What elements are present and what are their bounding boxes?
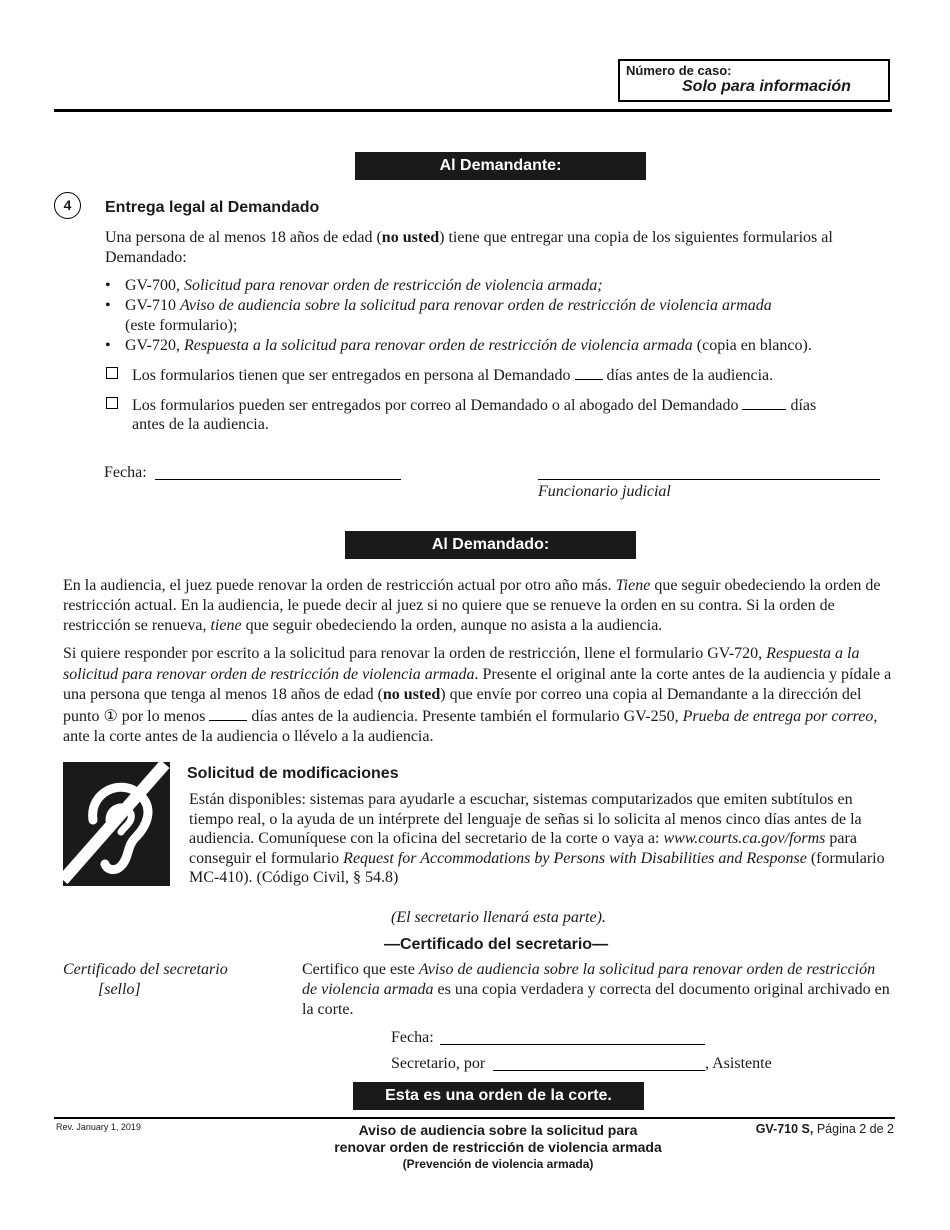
date-label: Fecha: — [104, 464, 147, 481]
clerk-by-label: Secretario, por — [391, 1055, 486, 1072]
courts-url: www.courts.ca.gov/forms — [663, 830, 826, 847]
defendant-paragraph-1: En la audiencia, el juez puede renovar la orden de restricción actual por otro año más. Tiene que seguir obedeciendo la orden de restricción actual. En la audiencia, le puede decir al juez si no quiere que se renueve la orden en su contra. Si la orden de restricción se renueva, tiene que seguir obedeciendo la orden, aunque no asista a la audiencia. — [63, 577, 881, 634]
date-field[interactable] — [155, 479, 401, 480]
item-1-reference: ① — [103, 707, 118, 725]
header-rule — [54, 109, 892, 112]
case-number-label: Número de caso: — [626, 63, 732, 78]
defendant-paragraph-2: Si quiere responder por escrito a la solicitud para renovar la orden de restricción, llene el formulario GV-720, Respuesta a la solicitud para renovar orden de restricción de violencia armada. Presente el original ante la corte antes de la audiencia y pídale a una persona que tenga al menos 18 años de edad (no usted) que envíe por correo una copia al Demandante a la dirección del punto ① por lo menos días antes de la audiencia. Presente también el formulario GV-250, Prueba de entrega por correo, ante la corte antes de la audiencia o llévelo a la audiencia. — [63, 645, 892, 745]
days-blank[interactable] — [209, 706, 247, 721]
clerk-date-label: Fecha: — [391, 1029, 434, 1046]
official-signature-line[interactable] — [538, 479, 880, 480]
days-blank[interactable] — [742, 395, 786, 410]
revision-date: Rev. January 1, 2019 — [56, 1122, 141, 1132]
section-title: Entrega legal al Demandado — [105, 199, 320, 216]
official-label: Funcionario judicial — [538, 483, 671, 500]
case-number-value: Solo para información — [682, 78, 851, 95]
footer-title: Aviso de audiencia sobre la solicitud para renovar orden de restricción de violencia armada — [334, 1122, 662, 1155]
court-order-banner: Esta es una orden de la corte. — [353, 1082, 644, 1110]
modifications-body: Están disponibles: sistemas para ayudarle a escuchar, sistemas computarizados que emiten subtítulos en tiempo real, o la ayuda de un intérprete del lenguaje de señas si lo solicita al menos cinco días antes de la audiencia. Comuníquese con la oficina del secretario de la corte o vaya a: www.courts.ca.gov/forms para conseguir el formulario Request for Accommodations by Persons with Disabilities and Response (formulario MC-410). (Código Civil, § 54.8) — [189, 791, 885, 886]
footer-subtitle: (Prevención de violencia armada) — [402, 1157, 594, 1171]
in-person-text: Los formularios tienen que ser entregados en persona al Demandado días antes de la audiencia. — [132, 367, 774, 384]
item-number-4: 4 — [54, 192, 81, 219]
days-blank[interactable] — [575, 365, 603, 380]
clerk-certificate-title: —Certificado del secretario— — [384, 936, 609, 953]
clerk-date-field[interactable] — [440, 1044, 705, 1045]
by-mail-text-line2: antes de la audiencia. — [132, 416, 269, 433]
by-mail-text: Los formularios pueden ser entregados por correo al Demandado o al abogado del Demandado días — [132, 397, 817, 414]
plaintiff-banner: Al Demandante: — [355, 152, 646, 180]
defendant-banner: Al Demandado: — [345, 531, 636, 559]
clerk-certificate-label: Certificado del secretario — [63, 961, 228, 978]
clerk-note: (El secretario llenará esta parte). — [391, 909, 606, 926]
seal-label: [sello] — [98, 981, 141, 998]
clerk-name-field[interactable] — [493, 1070, 705, 1071]
in-person-checkbox[interactable] — [106, 367, 118, 379]
modifications-title: Solicitud de modificaciones — [187, 765, 399, 782]
hearing-assistance-icon — [63, 762, 170, 886]
by-mail-checkbox[interactable] — [106, 397, 118, 409]
service-intro: Una persona de al menos 18 años de edad (no usted) tiene que entregar una copia de los siguientes formularios al Demandado: — [105, 229, 833, 266]
assistant-label: , Asistente — [705, 1055, 772, 1072]
footer-rule — [54, 1117, 895, 1119]
form-page-id: GV-710 S, Página 2 de 2 — [755, 1122, 894, 1136]
clerk-certificate-body: Certifico que este Aviso de audiencia sobre la solicitud para renovar orden de restricción de violencia armada es una copia verdadera y correcta del documento original archivado en la corte. — [302, 961, 890, 1018]
